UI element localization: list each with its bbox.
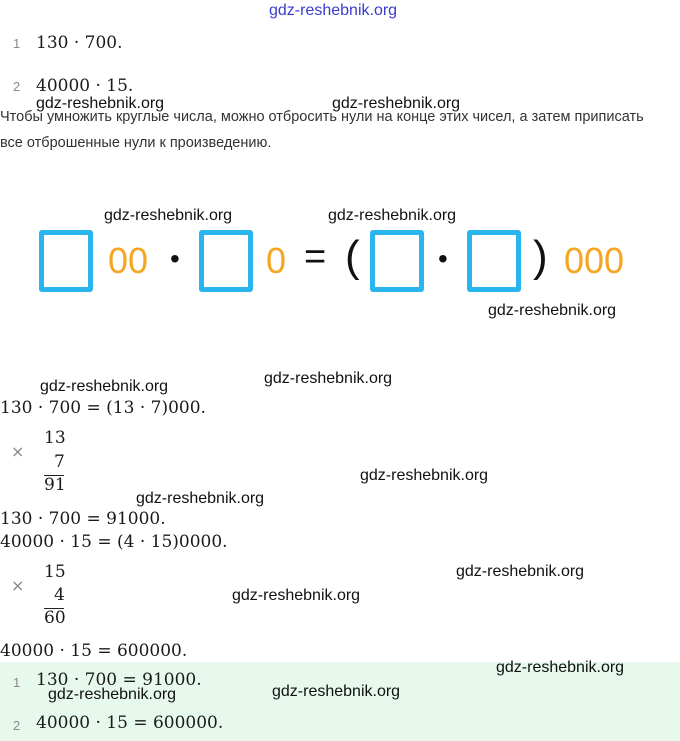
watermark: gdz-reshebnik.org bbox=[36, 95, 165, 112]
watermark: gdz-reshebnik.org bbox=[496, 659, 625, 676]
answer-item-number: 2 bbox=[13, 718, 21, 733]
task-item-number: 2 bbox=[13, 79, 21, 94]
multiply-dot: • bbox=[438, 243, 448, 274]
multiplicand: 15 bbox=[44, 562, 66, 582]
watermark: gdz-reshebnik.org bbox=[264, 370, 393, 387]
answer-item-expression: 40000 · 15 = 600000. bbox=[36, 713, 224, 733]
multiply-dot: • bbox=[170, 243, 180, 274]
blank-square bbox=[467, 230, 521, 292]
watermark-top: gdz-reshebnik.org bbox=[269, 2, 398, 19]
answer-item-expression: 130 · 700 = 91000. bbox=[36, 670, 202, 690]
blank-square bbox=[370, 230, 424, 292]
left-paren: ( bbox=[345, 232, 360, 281]
zeros-label: 000 bbox=[564, 240, 625, 281]
multiplier: 4 bbox=[54, 585, 65, 605]
rule-text: Чтобы умножить круглые числа, можно отбросить нули на конце этих чисел, а затем приписать все отброшенные нули к произведению. bbox=[0, 109, 644, 151]
watermark: gdz-reshebnik.org bbox=[272, 683, 401, 700]
multiplicand: 13 bbox=[44, 428, 66, 448]
solution-line: 40000 · 15 = (4 · 15)0000. bbox=[0, 532, 228, 552]
watermark: gdz-reshebnik.org bbox=[232, 587, 361, 604]
right-paren: ) bbox=[533, 232, 548, 281]
blank-square bbox=[39, 230, 93, 292]
watermark: gdz-reshebnik.org bbox=[332, 95, 461, 112]
watermark: gdz-reshebnik.org bbox=[328, 207, 457, 224]
blank-square bbox=[199, 230, 253, 292]
zeros-label: 00 bbox=[108, 240, 149, 281]
watermark: gdz-reshebnik.org bbox=[488, 302, 617, 319]
task-item-number: 1 bbox=[13, 36, 21, 51]
watermark: gdz-reshebnik.org bbox=[48, 686, 177, 703]
watermark: gdz-reshebnik.org bbox=[104, 207, 233, 224]
solution-line: 130 · 700 = 91000. bbox=[0, 509, 166, 529]
watermark: gdz-reshebnik.org bbox=[456, 563, 585, 580]
solution-line: 40000 · 15 = 600000. bbox=[0, 641, 188, 661]
multiply-sign: × bbox=[11, 576, 25, 595]
zeros-label: 0 bbox=[266, 240, 287, 281]
answer-item-number: 1 bbox=[13, 675, 21, 690]
product: 91 bbox=[44, 475, 66, 495]
product: 60 bbox=[44, 608, 66, 628]
solution-line: 130 · 700 = (13 · 7)000. bbox=[0, 398, 206, 418]
equals-sign: = bbox=[304, 236, 327, 278]
task-item-expression: 130 · 700. bbox=[36, 33, 123, 53]
watermark: gdz-reshebnik.org bbox=[360, 467, 489, 484]
multiply-sign: × bbox=[11, 442, 25, 461]
watermark: gdz-reshebnik.org bbox=[136, 490, 265, 507]
task-item-expression: 40000 · 15. bbox=[36, 76, 134, 96]
multiplier: 7 bbox=[54, 452, 65, 472]
watermark: gdz-reshebnik.org bbox=[40, 378, 169, 395]
